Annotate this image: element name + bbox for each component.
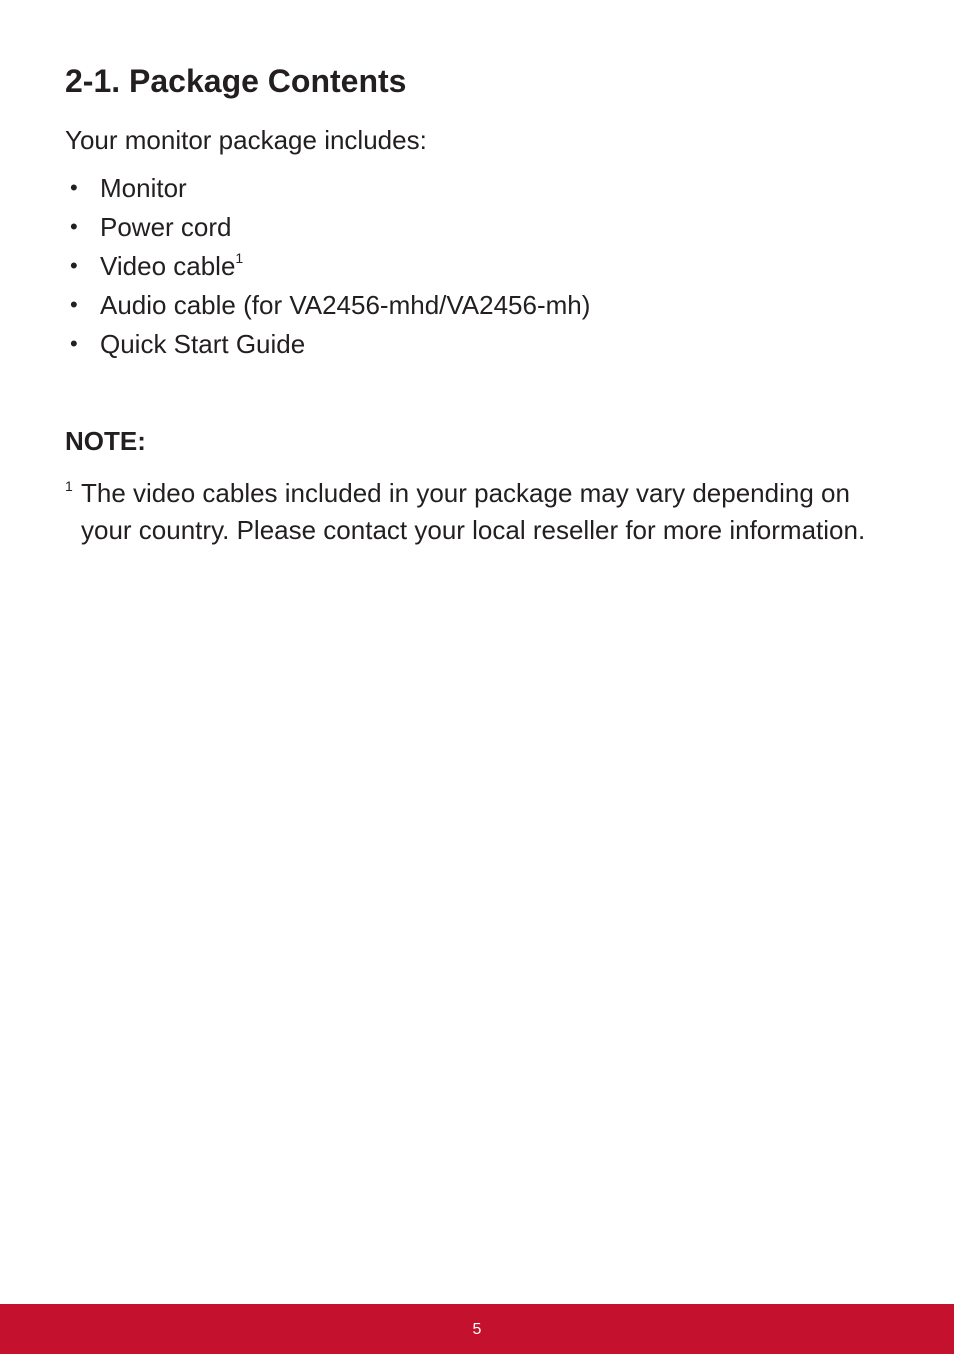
list-item-label: Monitor (100, 173, 187, 203)
list-item-audio-cable (65, 289, 590, 321)
bullet-icon: • (70, 253, 78, 278)
bullet-icon: • (70, 331, 78, 356)
list-item-label: Video cable (100, 251, 236, 281)
footnote-reference: 1 (235, 250, 244, 267)
bullet-icon: • (70, 292, 78, 317)
package-contents-list (65, 172, 590, 367)
page-number: 5 (472, 1321, 482, 1338)
bullet-icon: • (70, 214, 78, 239)
list-item-label: Quick Start Guide (100, 329, 306, 359)
intro-text: Your monitor package includes: (65, 125, 427, 155)
list-item-label: Audio cable (for VA2456-mhd/VA2456-mh) (100, 290, 591, 320)
note-heading: NOTE: (65, 426, 146, 456)
footnote-text: The video cables included in your package may vary depending on your country. Please contact your local reseller for more information. (81, 478, 866, 545)
section-heading: 2-1. Package Contents (65, 63, 407, 99)
list-item-video-cable (65, 250, 590, 282)
list-item-label: Power cord (100, 212, 232, 242)
bullet-icon: • (70, 175, 78, 200)
list-item-monitor (65, 172, 590, 204)
footnote-marker: 1 (65, 478, 73, 494)
list-item-quick-start-guide (65, 328, 590, 360)
footnote (65, 475, 881, 548)
footer-bar (0, 1304, 954, 1354)
list-item-power-cord (65, 211, 590, 243)
